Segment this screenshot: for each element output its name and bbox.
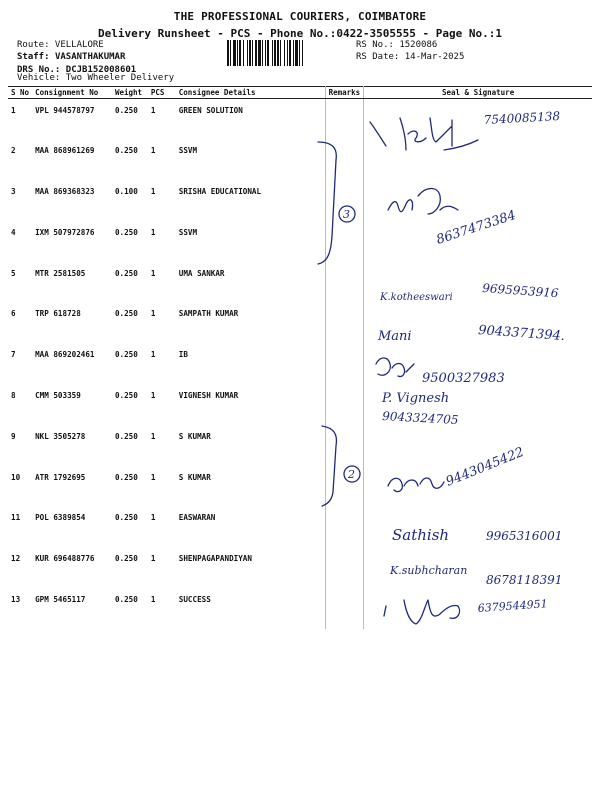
- cell-weight: 0.250: [114, 391, 138, 401]
- signature-row-12: K.subhcharan: [390, 564, 468, 577]
- company-name: THE PROFESSIONAL COURIERS, COIMBATORE: [173, 10, 427, 23]
- cell-consignment: IXM 507972876: [35, 227, 95, 237]
- cell-sno: 1: [11, 106, 16, 115]
- staff-line: [17, 52, 136, 64]
- barcode-bar: [303, 40, 305, 66]
- cell-pcs: 1: [150, 513, 156, 523]
- cell-seal: [364, 506, 592, 547]
- cell-remarks: [325, 262, 364, 303]
- rs-date: RS Date: 14-Mar-2025: [356, 51, 465, 62]
- cell-seal: [364, 466, 592, 507]
- cell-pcs: 1: [150, 472, 156, 482]
- cell-pcs: 1: [150, 106, 156, 115]
- phone-row-8: 9043324705: [381, 409, 459, 427]
- cell-consignment: POL 6389854: [35, 513, 86, 523]
- cell-details: SAMPATH KUMAR: [176, 302, 325, 343]
- cell-details: S KUMAR: [176, 466, 325, 507]
- cell-remarks: [325, 180, 364, 221]
- staff-label: Staff:: [17, 51, 50, 62]
- cell-sno: 9: [11, 431, 16, 441]
- cell-seal: [364, 343, 592, 384]
- cell-sno: 5: [11, 268, 16, 278]
- table-row: [8, 180, 592, 221]
- cell-weight: 0.250: [114, 472, 138, 482]
- signature-row-6: Mani: [378, 329, 412, 344]
- cell-pcs: 1: [150, 431, 156, 441]
- barcode: [227, 40, 347, 66]
- phone-row-6: 9043371394.: [477, 323, 566, 345]
- group-mark-2: 2: [348, 468, 355, 481]
- phone-row-1: 7540085138: [483, 109, 561, 127]
- cell-sno: 6: [11, 309, 16, 319]
- cell-details: EASWARAN: [176, 506, 325, 547]
- cell-remarks: [325, 506, 364, 547]
- table-row: [8, 99, 592, 140]
- drs-number: DCJB152008601: [65, 65, 137, 75]
- cell-seal: [364, 384, 592, 425]
- col-seal: Seal & Signature: [364, 87, 592, 99]
- cell-sno: 8: [11, 391, 16, 401]
- col-details: Consignee Details: [176, 87, 325, 99]
- table-row: [8, 588, 592, 629]
- cell-weight: 0.250: [114, 227, 138, 237]
- cell-remarks: [325, 99, 364, 140]
- table-row: [8, 262, 592, 303]
- cell-consignment: ATR 1792695: [35, 472, 86, 482]
- cell-seal: [364, 221, 592, 262]
- cell-consignment: VPL 944578797: [35, 106, 95, 115]
- cell-pcs: 1: [150, 268, 156, 278]
- signature-row-5: K.kotheeswari: [380, 292, 453, 303]
- col-remarks: Remarks: [325, 87, 364, 99]
- col-weight: Weight: [112, 87, 148, 99]
- signature-row-8: P. Vignesh: [382, 391, 450, 406]
- cell-pcs: 1: [150, 554, 156, 564]
- cell-details: UMA SANKAR: [176, 262, 325, 303]
- col-consignment: Consignment No: [32, 87, 112, 99]
- cell-seal: [364, 262, 592, 303]
- vehicle-text: Vehicle: Two Wheeler Delivery: [17, 73, 175, 83]
- cell-details: S KUMAR: [176, 425, 325, 466]
- cell-details: SUCCESS: [176, 588, 325, 629]
- cell-remarks: [325, 343, 364, 384]
- group-mark-1: 3: [343, 208, 350, 221]
- table-row: [8, 425, 592, 466]
- cell-sno: 2: [11, 146, 16, 156]
- cell-pcs: 1: [150, 227, 156, 237]
- document-header: [0, 10, 600, 40]
- cell-consignment: NKL 3505278: [35, 431, 86, 441]
- meta-right: [356, 40, 464, 63]
- cell-seal: [364, 99, 592, 140]
- col-pcs: PCS: [148, 87, 176, 99]
- phone-row-7: 9500327983: [422, 371, 505, 386]
- phone-row-11: 9965316001: [486, 529, 563, 543]
- cell-sno: 10: [11, 472, 21, 482]
- cell-remarks: [325, 466, 364, 507]
- phone-rows-9-10: 9443045422: [443, 444, 527, 490]
- cell-weight: 0.250: [114, 106, 138, 115]
- cell-consignment: CMM 503359: [35, 391, 81, 401]
- table-row: [8, 343, 592, 384]
- cell-details: SHENPAGAPANDIYAN: [176, 547, 325, 588]
- cell-pcs: 1: [150, 391, 156, 401]
- cell-pcs: 1: [150, 309, 156, 319]
- cell-seal: [364, 588, 592, 629]
- cell-weight: 0.250: [114, 554, 138, 564]
- cell-sno: 7: [11, 350, 16, 360]
- cell-remarks: [325, 139, 364, 180]
- cell-pcs: 1: [150, 187, 156, 197]
- runsheet-subtitle: Delivery Runsheet - PCS - Phone No.:0422-3505555 - Page No.:1: [98, 27, 502, 40]
- phone-row-12: 8678118391: [486, 573, 563, 587]
- table-header-row: [8, 87, 592, 99]
- cell-sno: 12: [11, 554, 21, 564]
- cell-consignment: GPM 5465117: [35, 595, 86, 605]
- table-row: [8, 547, 592, 588]
- cell-consignment: TRP 618728: [35, 309, 81, 319]
- cell-consignment: MAA 869202461: [35, 350, 95, 360]
- cell-weight: 0.250: [114, 431, 138, 441]
- cell-sno: 3: [11, 187, 16, 197]
- cell-remarks: [325, 588, 364, 629]
- cell-pcs: 1: [150, 146, 156, 156]
- phone-row-13: 6379544951: [477, 597, 549, 615]
- cell-seal: [364, 302, 592, 343]
- staff-name: VASANTHAKUMAR: [54, 51, 126, 62]
- cell-seal: [364, 180, 592, 221]
- cell-weight: 0.250: [114, 309, 138, 319]
- cell-details: SSVM: [176, 221, 325, 262]
- cell-weight: 0.250: [114, 350, 138, 360]
- signature-row-11: Sathish: [392, 526, 450, 544]
- runsheet-table: [8, 86, 592, 629]
- table-row: [8, 466, 592, 507]
- table-row: [8, 506, 592, 547]
- cell-sno: 4: [11, 227, 16, 237]
- cell-seal: [364, 425, 592, 466]
- cell-weight: 0.250: [114, 268, 138, 278]
- cell-remarks: [325, 221, 364, 262]
- col-sno: S No: [8, 87, 32, 99]
- cell-consignment: KUR 696488776: [35, 554, 95, 564]
- table-row: [8, 384, 592, 425]
- cell-details: SRISHA EDUCATIONAL: [176, 180, 325, 221]
- cell-seal: [364, 547, 592, 588]
- table-row: [8, 302, 592, 343]
- phone-rows-2-4: 8637473384: [434, 207, 518, 248]
- cell-consignment: MAA 869368323: [35, 187, 95, 197]
- cell-details: SSVM: [176, 139, 325, 180]
- meta-left: [17, 40, 136, 77]
- cell-remarks: [325, 384, 364, 425]
- table-row: [8, 221, 592, 262]
- cell-details: GREEN SOLUTION: [176, 99, 325, 140]
- phone-row-5: 9695953916: [481, 281, 559, 301]
- drs-label: DRS No.:: [17, 65, 61, 75]
- route-text: Route: VELLALORE: [17, 40, 104, 50]
- cell-consignment: MAA 868961269: [35, 146, 95, 156]
- cell-weight: 0.250: [114, 595, 138, 605]
- cell-details: IB: [176, 343, 325, 384]
- rs-number: RS No.: 1520086: [356, 40, 438, 50]
- cell-weight: 0.100: [114, 187, 138, 197]
- cell-remarks: [325, 547, 364, 588]
- cell-weight: 0.250: [114, 146, 138, 156]
- cell-sno: 11: [11, 513, 21, 523]
- table-row: [8, 139, 592, 180]
- cell-sno: 13: [11, 595, 21, 605]
- cell-remarks: [325, 302, 364, 343]
- cell-seal: [364, 139, 592, 180]
- cell-remarks: [325, 425, 364, 466]
- cell-pcs: 1: [150, 350, 156, 360]
- cell-weight: 0.250: [114, 513, 138, 523]
- cell-pcs: 1: [150, 595, 156, 605]
- cell-consignment: MTR 2581505: [35, 268, 86, 278]
- cell-details: VIGNESH KUMAR: [176, 384, 325, 425]
